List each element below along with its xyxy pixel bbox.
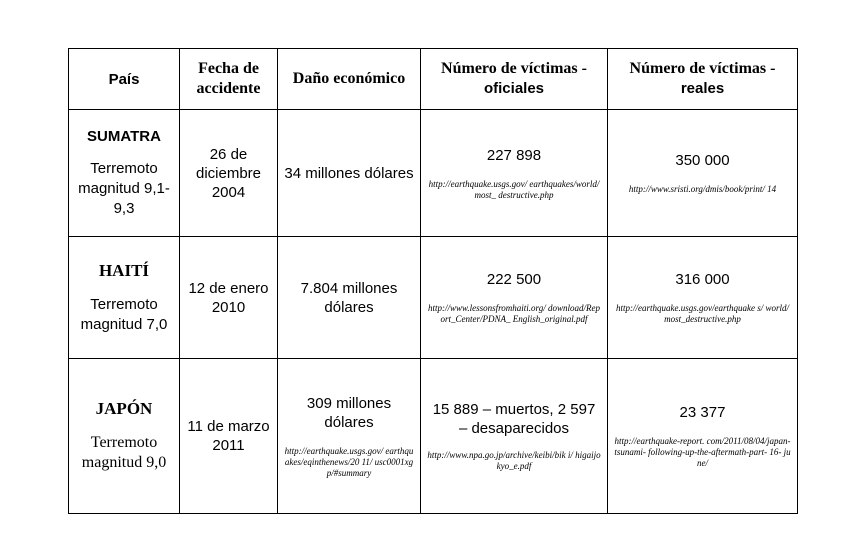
- accident-date: 26 de diciembre 2004: [195, 145, 262, 201]
- official-victims-count: 222 500: [486, 271, 542, 288]
- source-link[interactable]: http://www.lessonsfromhaiti.org/ download/Report_Center/PDNA_ English_original.pdf: [428, 303, 600, 324]
- source-link[interactable]: http://earthquake.usgs.gov/ earthquakes/world/most_ destructive.php: [428, 178, 600, 200]
- cell-official-victims: [421, 237, 608, 359]
- official-victims-count: 15 889 – muertos, 2 597 – desaparecidos: [432, 401, 596, 437]
- header-country: País: [69, 49, 180, 110]
- cell-country: [69, 237, 180, 359]
- header-real-victims-line2: reales: [680, 80, 725, 97]
- cell-date: [180, 237, 278, 359]
- accident-date: 12 de enero 2010: [188, 279, 269, 316]
- official-victims-count: 227 898: [486, 146, 542, 164]
- header-damage: Daño económico: [278, 49, 421, 110]
- real-victims-count: 350 000: [675, 152, 730, 169]
- real-victims-count: 23 377: [679, 404, 726, 421]
- header-real-victims-line1: Número de víctimas -: [629, 60, 776, 77]
- cell-real-victims: [608, 359, 798, 514]
- source-link[interactable]: http://earthquake.usgs.gov/earthquake s/ world/most_destructive.php: [616, 303, 789, 324]
- country-name: HAITÍ: [98, 260, 150, 280]
- cell-damage: [278, 359, 421, 514]
- cell-official-victims: [421, 110, 608, 237]
- header-official-victims-line2: oficiales: [483, 80, 545, 97]
- table-row: [69, 110, 798, 237]
- cell-date: [180, 110, 278, 237]
- source-link[interactable]: http://www.sristi.org/dmis/book/print/ 14: [628, 184, 777, 194]
- table-header-row: [69, 49, 798, 110]
- disaster-victims-table: [68, 48, 798, 514]
- cell-country: [69, 110, 180, 237]
- cell-real-victims: [608, 237, 798, 359]
- country-name: SUMATRA: [87, 127, 161, 145]
- country-name: JAPÓN: [95, 399, 153, 418]
- header-official-victims-line1: Número de víctimas -: [441, 60, 587, 77]
- source-link[interactable]: http://earthquake-report. com/2011/08/04/japan-tsunami- following-up-the-aftermath-part- 16- june/: [614, 436, 791, 468]
- table-row: [69, 359, 798, 514]
- cell-real-victims: [608, 110, 798, 237]
- cell-official-victims: [421, 359, 608, 514]
- economic-damage: 309 millones dólares: [306, 394, 392, 431]
- cell-damage: [278, 110, 421, 237]
- header-official-victims: [421, 49, 608, 110]
- source-link[interactable]: http://www.npa.go.jp/archive/keibi/bik i/ higaijokyo_e.pdf: [427, 450, 601, 471]
- accident-date: 11 de marzo 2011: [187, 418, 270, 454]
- quake-magnitude: Terremoto magnitud 9,1-9,3: [78, 159, 170, 217]
- cell-date: [180, 359, 278, 514]
- cell-damage: [278, 237, 421, 359]
- economic-damage: 7.804 millones dólares: [300, 279, 398, 316]
- quake-magnitude: Terremoto magnitud 9,0: [81, 434, 167, 471]
- real-victims-count: 316 000: [675, 271, 730, 288]
- source-link[interactable]: http://earthquake.usgs.gov/ earthquakes/eqinthenews/20 11/ usc0001xgp/#summary: [284, 445, 414, 478]
- quake-magnitude: Terremoto magnitud 7,0: [80, 295, 168, 333]
- economic-damage: 34 millones dólares: [284, 164, 414, 182]
- cell-country: [69, 359, 180, 514]
- header-date: Fecha de accidente: [180, 49, 278, 110]
- header-real-victims: [608, 49, 798, 110]
- table-row: [69, 237, 798, 359]
